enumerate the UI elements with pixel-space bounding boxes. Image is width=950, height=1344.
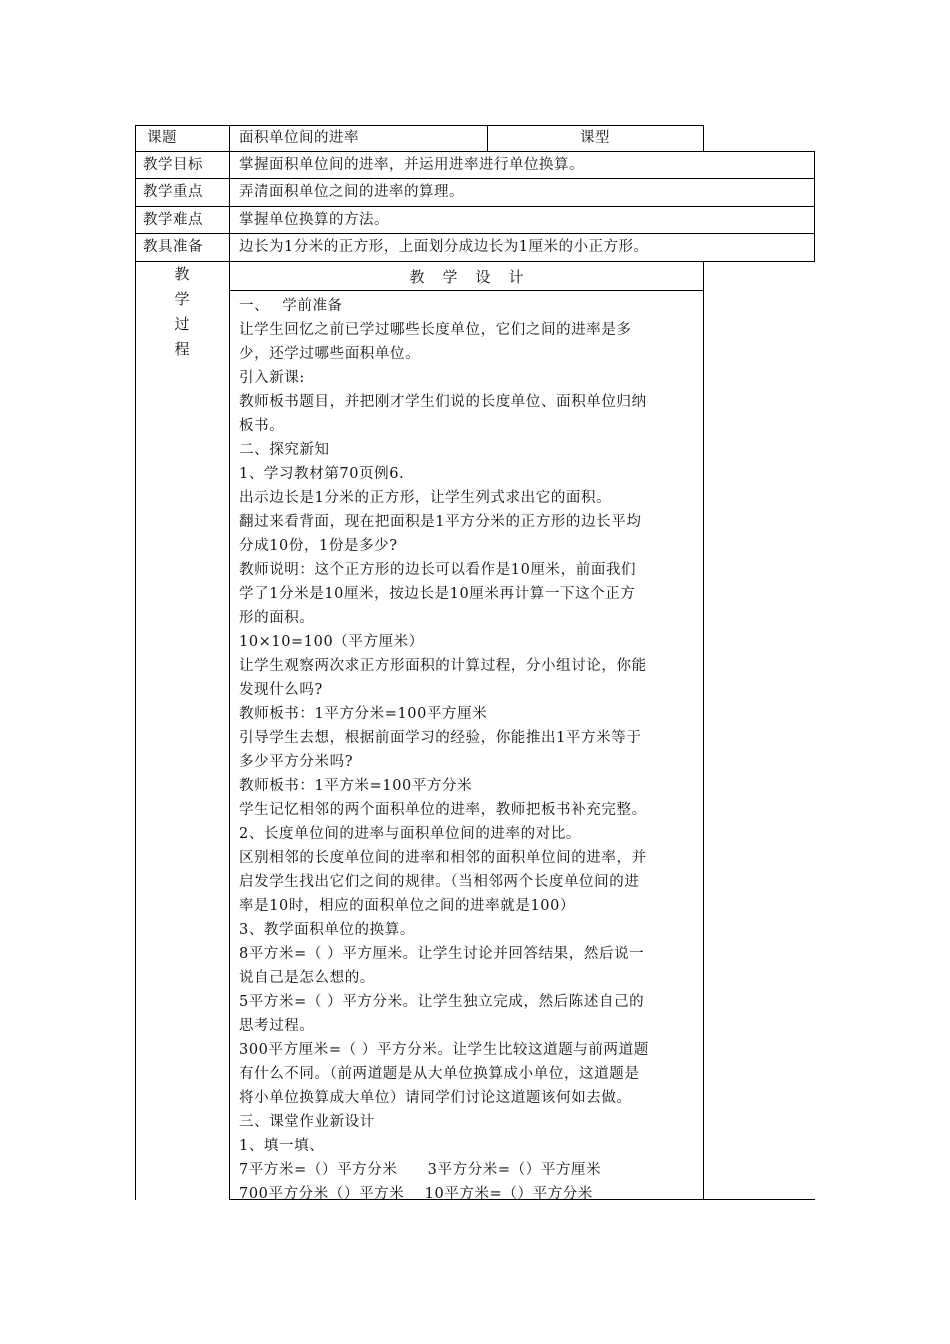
- table-rule: [135, 125, 704, 126]
- table-rule: [703, 261, 704, 1200]
- table-rule: [135, 206, 815, 207]
- content-line: 出示边长是1分米的正方形，让学生列式求出它的面积。: [239, 490, 612, 506]
- content-line: 区别相邻的长度单位间的进率和相邻的面积单位间的进率，并: [239, 850, 647, 866]
- table-rule: [229, 290, 704, 291]
- content-line: 启发学生找出它们之间的规律。（当相邻两个长度单位间的进: [239, 874, 640, 890]
- content-line: 2、长度单位间的进率与面积单位间的进率的对比。: [239, 826, 582, 842]
- goal-value: 掌握面积单位间的进率，并运用进率进行单位换算。: [239, 157, 584, 173]
- content-line: 引入新课:: [239, 370, 305, 386]
- content-line: 学生记忆相邻的两个面积单位的进率，教师把板书补充完整。: [239, 802, 647, 818]
- key-point-value: 弄清面积单位之间的进率的算理。: [239, 184, 464, 200]
- content-line: 一、 学前准备: [239, 298, 343, 314]
- table-rule: [135, 233, 815, 234]
- difficulty-label: 教学难点: [143, 212, 203, 228]
- content-line: 3、教学面积单位的换算。: [239, 922, 415, 938]
- content-line: 让学生观察两次求正方形面积的计算过程，分小组讨论，你能: [239, 658, 647, 674]
- content-line: 教师板书：1平方米=100平方分米: [239, 778, 473, 794]
- content-line: 思考过程。: [239, 1018, 315, 1034]
- content-line: 教师板书题目，并把刚才学生们说的长度单位、面积单位归纳: [239, 394, 647, 410]
- content-line: 翻过来看背面，现在把面积是1平方分米的正方形的边长平均: [239, 514, 642, 530]
- key-point-label: 教学重点: [143, 184, 203, 200]
- goal-label: 教学目标: [143, 157, 203, 173]
- content-line: 有什么不同。（前两道题是从大单位换算成小单位，这道题是: [239, 1066, 640, 1082]
- content-line: 将小单位换算成大单位）请同学们讨论这道题该何如去做。: [239, 1090, 632, 1106]
- content-line: 三、课堂作业新设计: [239, 1114, 375, 1130]
- content-line: 700平方分米（）平方米 10平方米=（）平方分米: [239, 1186, 593, 1202]
- content-line: 10×10=100（平方厘米）: [239, 634, 424, 650]
- content-line: 形的面积。: [239, 610, 315, 626]
- process-char: 程: [174, 340, 190, 358]
- table-rule: [135, 178, 815, 179]
- topic-label: 课题: [147, 130, 177, 146]
- content-line: 少，还学过哪些面积单位。: [239, 346, 421, 362]
- content-line: 板书。: [239, 418, 285, 434]
- table-rule: [135, 151, 815, 152]
- process-char: 过: [174, 315, 190, 333]
- process-char: 学: [174, 290, 190, 308]
- content-line: 300平方厘米=（ ）平方分米。让学生比较这道题与前两道题: [239, 1042, 649, 1058]
- lesson-content: [239, 294, 699, 1206]
- content-line: 7平方米=（）平方分米 3平方分米=（）平方厘米: [239, 1162, 602, 1178]
- content-line: 说自己是怎么想的。: [239, 970, 375, 986]
- table-rule: [814, 151, 815, 262]
- content-line: 8平方米=（ ）平方厘米。让学生讨论并回答结果，然后说一: [239, 946, 645, 962]
- lesson-type-label: 课型: [580, 130, 610, 146]
- content-line: 1、学习教材第70页例6.: [239, 466, 405, 482]
- content-line: 让学生回忆之前已学过哪些长度单位，它们之间的进率是多: [239, 322, 632, 338]
- content-line: 引导学生去想，根据前面学习的经验，你能推出1平方米等于: [239, 730, 642, 746]
- content-line: 率是10时，相应的面积单位之间的进率就是100）: [239, 898, 576, 914]
- content-line: 二、探究新知: [239, 442, 330, 458]
- content-line: 学了1分米是10厘米，按边长是10厘米再计算一下这个正方: [239, 586, 636, 602]
- materials-value: 边长为1分米的正方形，上面划分成边长为1厘米的小正方形。: [239, 239, 649, 255]
- content-line: 发现什么吗?: [239, 682, 323, 698]
- process-char: 教: [174, 265, 190, 283]
- materials-label: 教具准备: [143, 239, 203, 255]
- content-line: 5平方米=（ ）平方分米。让学生独立完成，然后陈述自己的: [239, 994, 645, 1010]
- content-line: 教师说明：这个正方形的边长可以看作是10厘米，前面我们: [239, 562, 637, 578]
- topic-value: 面积单位间的进率: [239, 130, 359, 146]
- teaching-process-label: [135, 262, 229, 362]
- difficulty-value: 掌握单位换算的方法。: [239, 212, 389, 228]
- content-line: 分成10份，1份是多少?: [239, 538, 398, 554]
- design-title: 教学设计: [409, 268, 542, 286]
- content-line: 1、填一填、: [239, 1138, 325, 1154]
- table-rule: [703, 125, 704, 152]
- table-rule: [135, 261, 815, 262]
- content-line: 多少平方分米吗?: [239, 754, 354, 770]
- content-line: 教师板书：1平方分米=100平方厘米: [239, 706, 488, 722]
